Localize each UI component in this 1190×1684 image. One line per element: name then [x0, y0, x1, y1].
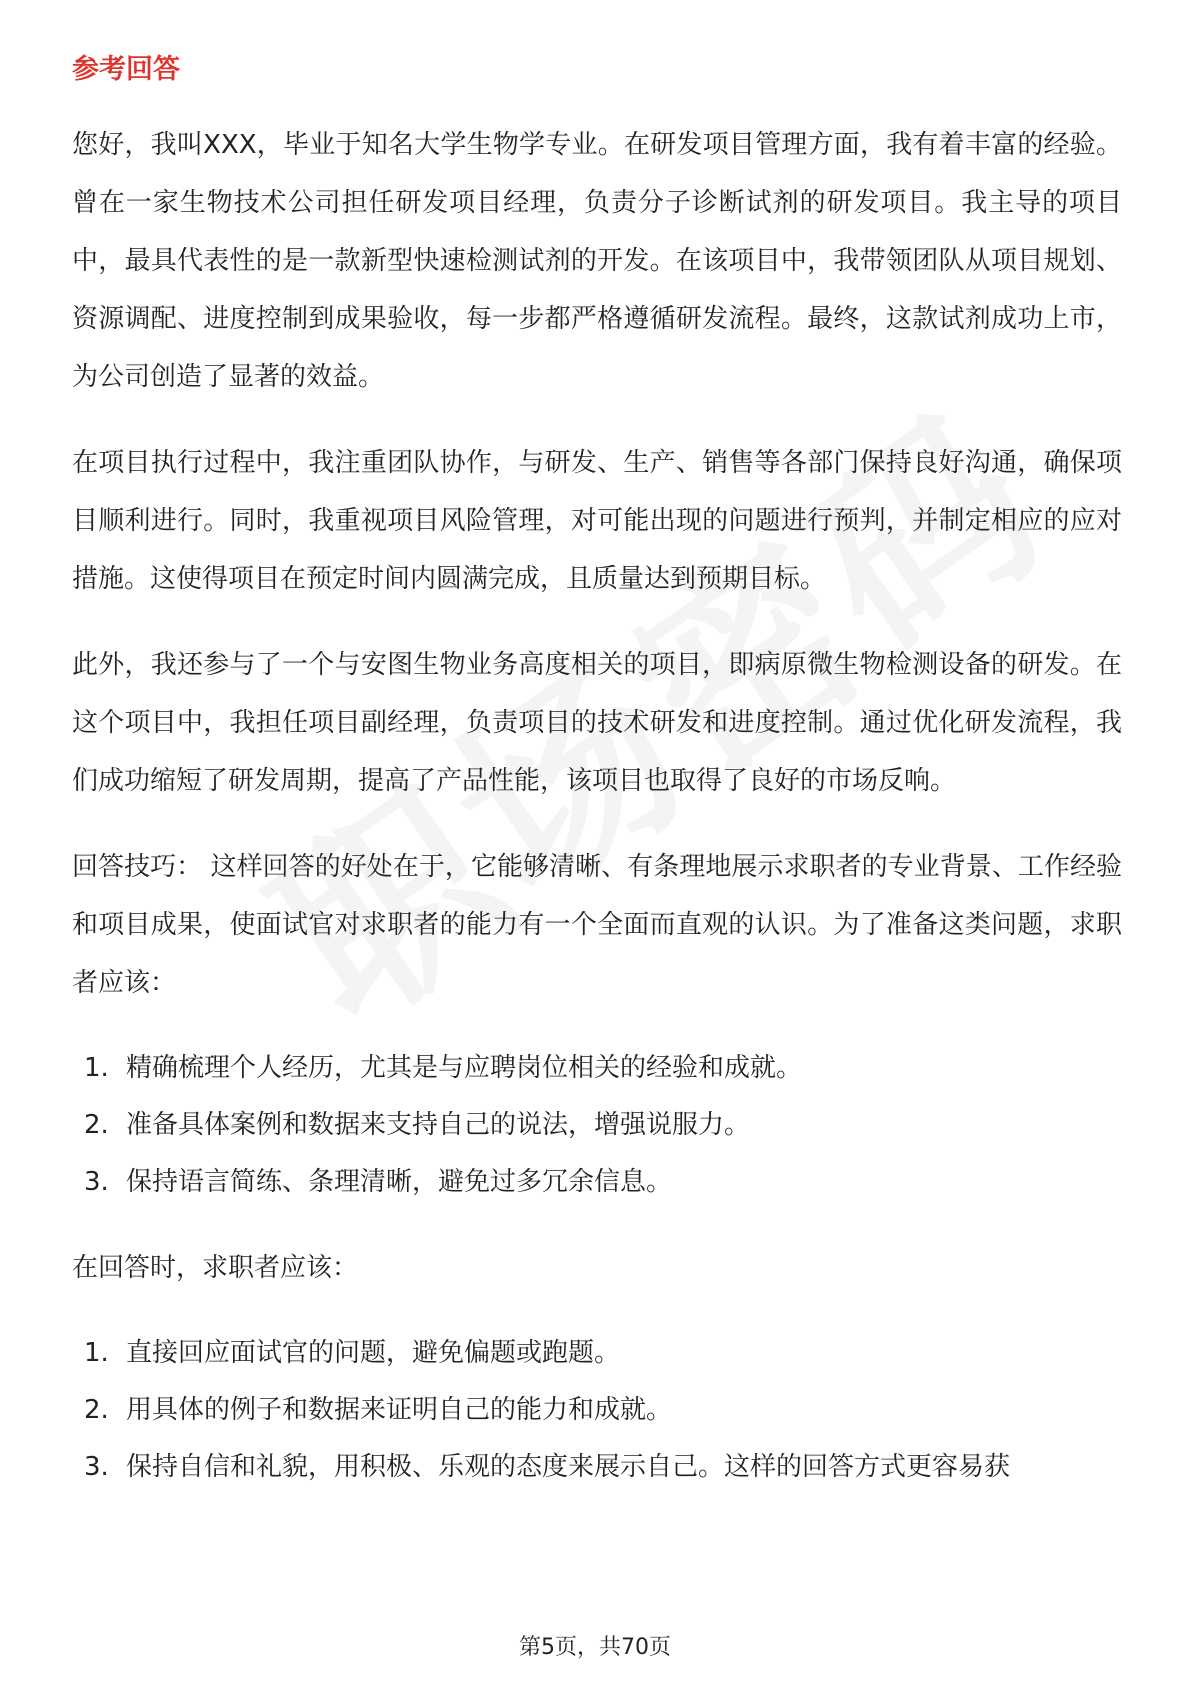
list-item	[84, 1325, 1122, 1382]
list-item	[84, 1439, 1122, 1496]
answer-paragraph-2: 在项目执行过程中，我注重团队协作，与研发、生产、销售等各部门保持良好沟通，确保项目顺利进行。同时，我重视项目风险管理，对可能出现的问题进行预判，并制定相应的应对措施。这使得项目在预定时间内圆满完成，且质量达到预期目标。	[72, 448, 1122, 594]
list-item-number: 3.	[84, 1167, 109, 1197]
list-item-number: 2.	[84, 1395, 109, 1425]
list-item	[84, 1154, 1122, 1211]
tips-paragraph: 回答技巧： 这样回答的好处在于，它能够清晰、有条理地展示求职者的专业背景、工作经验和项目成果，使面试官对求职者的能力有一个全面而直观的认识。为了准备这类问题，求职者应该：	[72, 852, 1122, 998]
list-item-number: 3.	[84, 1452, 109, 1482]
list-item-text: 准备具体案例和数据来支持自己的说法，增强说服力。	[126, 1110, 751, 1140]
answering-list	[72, 1325, 1122, 1496]
list-item	[84, 1382, 1122, 1439]
list-item-text: 保持自信和礼貌，用积极、乐观的态度来展示自己。这样的回答方式更容易获	[126, 1452, 1011, 1482]
list-item	[84, 1097, 1122, 1154]
section-heading: 参考回答	[72, 54, 180, 85]
page-content	[72, 50, 1122, 1524]
list-item-text: 用具体的例子和数据来证明自己的能力和成就。	[126, 1395, 673, 1425]
list-item	[84, 1040, 1122, 1097]
list-item-number: 1.	[84, 1053, 109, 1083]
answering-paragraph: 在回答时，求职者应该：	[72, 1253, 359, 1283]
list-item-number: 2.	[84, 1110, 109, 1140]
preparation-list	[72, 1040, 1122, 1211]
answer-paragraph-1: 您好，我叫XXX，毕业于知名大学生物学专业。在研发项目管理方面，我有着丰富的经验。曾在一家生物技术公司担任研发项目经理，负责分子诊断试剂的研发项目。我主导的项目中，最具代表性的是一款新型快速检测试剂的开发。在该项目中，我带领团队从项目规划、资源调配、进度控制到成果验收，每一步都严格遵循研发流程。最终，这款试剂成功上市，为公司创造了显著的效益。	[72, 130, 1122, 392]
list-item-text: 保持语言简练、条理清晰，避免过多冗余信息。	[126, 1167, 673, 1197]
page-number-footer: 第5页，共70页	[519, 1635, 671, 1660]
answer-paragraph-3: 此外，我还参与了一个与安图生物业务高度相关的项目，即病原微生物检测设备的研发。在这个项目中，我担任项目副经理，负责项目的技术研发和进度控制。通过优化研发流程，我们成功缩短了研发周期，提高了产品性能，该项目也取得了良好的市场反响。	[72, 650, 1122, 796]
list-item-number: 1.	[84, 1338, 109, 1368]
list-item-text: 精确梳理个人经历，尤其是与应聘岗位相关的经验和成就。	[126, 1053, 803, 1083]
list-item-text: 直接回应面试官的问题，避免偏题或跑题。	[126, 1338, 621, 1368]
